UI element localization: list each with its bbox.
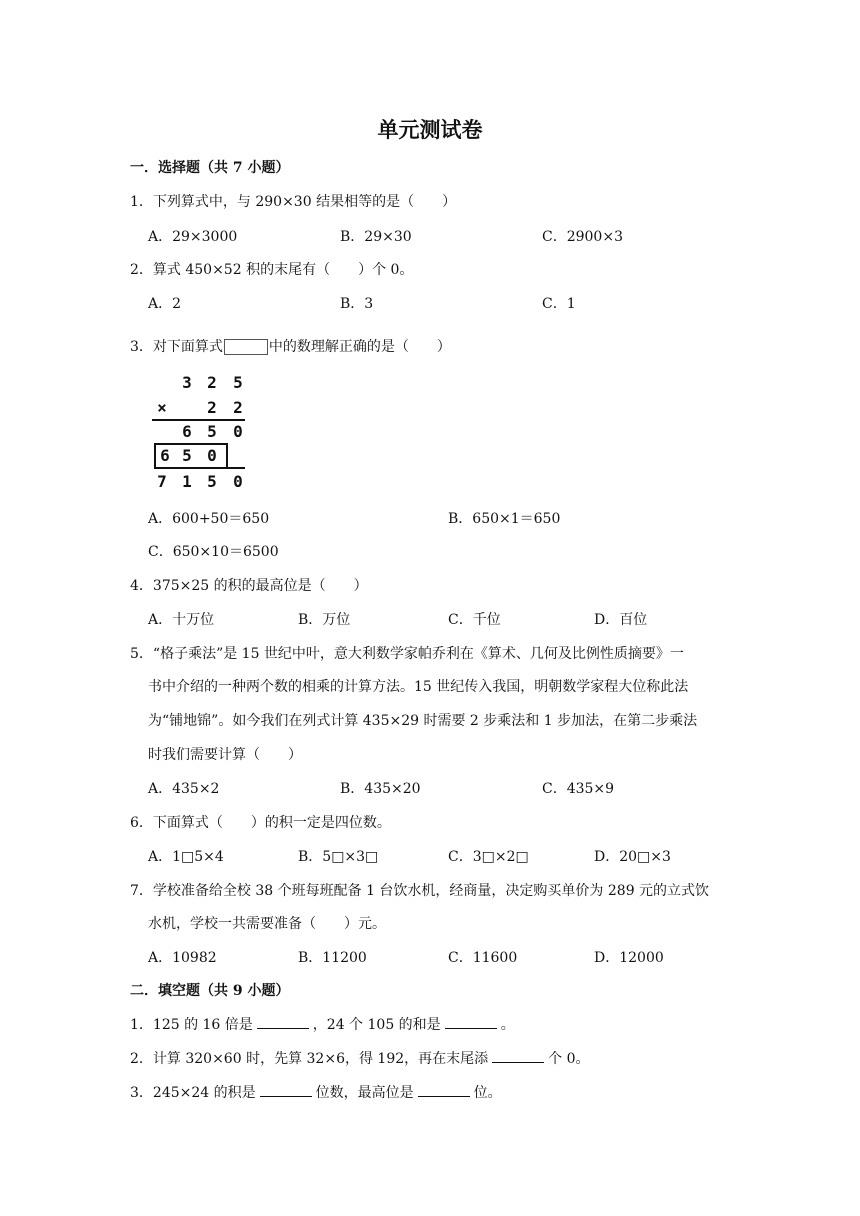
fill-q3-text-c: 位。 [473,1085,502,1101]
calc-digit: 2 [233,398,243,417]
answer-blank[interactable] [418,1082,470,1097]
q2-option-c: C．1 [542,296,576,312]
inline-box-symbol [224,339,268,355]
q4-option-b: B．万位 [298,612,351,628]
section-heading-fill: 二．填空题（共 9 小题） [130,983,290,999]
calc-digit: 0 [233,472,243,491]
calc-digit: 7 [157,472,167,491]
question-5-line-2: 书中介绍的一种两个数的相乘的计算方法。15 世纪传入我国，明朝数学家程大位称此法 [148,679,689,695]
q6-option-a: A．1□5×4 [148,849,224,865]
q5-option-c: C．435×9 [542,781,615,797]
question-6-stem: 6．下面算式（ ）的积一定是四位数。 [130,815,391,831]
calc-digit: 0 [207,446,217,465]
q3-option-c: C．650×10＝6500 [148,544,279,560]
q3-stem-before: 3．对下面算式 [130,339,223,355]
question-7-line-1: 7．学校准备给全校 38 个班每班配备 1 台饮水机，经商量，决定购买单价为 289 元的立式饮 [130,883,710,899]
answer-blank[interactable] [492,1048,544,1063]
calc-digit: 3 [182,373,192,392]
q7-option-d: D．12000 [594,950,664,966]
answer-blank[interactable] [257,1014,309,1029]
question-4-stem: 4．375×25 的积的最高位是（ ） [130,578,368,594]
question-5-line-1: 5．“格子乘法”是 15 世纪中叶，意大利数学家帕乔利在《算术、几何及比例性质摘要》一 [130,646,684,662]
q2-option-a: A．2 [148,296,182,312]
question-3-stem [130,336,451,356]
section-heading-choice: 一．选择题（共 7 小题） [130,160,290,176]
fill-q2-text-b: 个 0。 [548,1051,590,1067]
question-5-line-4: 时我们需要计算（ ） [148,747,302,763]
calc-digit: 0 [233,422,243,441]
q1-option-a: A．29×3000 [148,229,238,245]
q3-option-b: B．650×1＝650 [448,511,561,527]
q6-option-c: C．3□×2□ [448,849,529,865]
fill-q3-text-a: 3．245×24 的积是 [130,1085,256,1101]
calc-digit: 1 [182,472,192,491]
vertical-multiplication [152,373,252,493]
calc-digit: 6 [182,422,192,441]
calc-rule [152,419,245,421]
fill-q1-text-c: 。 [500,1017,515,1033]
q5-option-b: B．435×20 [340,781,421,797]
page-title: 单元测试卷 [377,117,483,142]
fill-q1-text-a: 1．125 的 16 倍是 [130,1017,253,1033]
question-5-line-3: 为“铺地锦”。如今我们在列式计算 435×29 时需要 2 步乘法和 1 步加法，在第二步乘法 [148,713,698,729]
question-1-stem: 1．下列算式中，与 290×30 结果相等的是（ ） [130,194,457,210]
question-2-stem: 2．算式 450×52 积的末尾有（ ）个 0。 [130,262,414,278]
q7-option-b: B．11200 [298,950,367,966]
fill-question-2 [130,1048,590,1068]
calc-digit: 5 [233,373,243,392]
fill-q3-text-b: 位数，最高位是 [315,1085,414,1101]
calc-digit: 2 [207,398,217,417]
q5-option-a: A．435×2 [148,781,220,797]
answer-blank[interactable] [445,1014,497,1029]
q3-stem-after: 中的数理解正确的是（ ） [268,339,451,355]
q3-option-a: A．600+50＝650 [148,511,270,527]
q7-option-c: C．11600 [448,950,518,966]
q2-option-b: B．3 [340,296,374,312]
q4-option-a: A．十万位 [148,612,215,628]
q4-option-d: D．百位 [594,612,648,628]
q6-option-d: D．20□×3 [594,849,671,865]
calc-digit: 5 [182,446,192,465]
fill-question-3 [130,1082,502,1102]
fill-q1-text-b: ，24 个 105 的和是 [312,1017,441,1033]
answer-blank[interactable] [260,1082,312,1097]
q1-option-b: B．29×30 [340,229,412,245]
fill-q2-text-a: 2．计算 320×60 时，先算 32×6，得 192，再在末尾添 [130,1051,489,1067]
calc-digit: 5 [207,472,217,491]
fill-question-1 [130,1014,515,1034]
q6-option-b: B．5□×3□ [298,849,379,865]
calc-digit: 6 [160,446,170,465]
calc-rule [226,467,245,469]
q7-option-a: A．10982 [148,950,217,966]
q4-option-c: C．千位 [448,612,501,628]
calc-digit: 2 [207,373,217,392]
q1-option-c: C．2900×3 [542,229,623,245]
calc-digit: 5 [207,422,217,441]
multiply-sign: × [157,398,167,417]
question-7-line-2: 水机，学校一共需要准备（ ）元。 [148,916,386,932]
